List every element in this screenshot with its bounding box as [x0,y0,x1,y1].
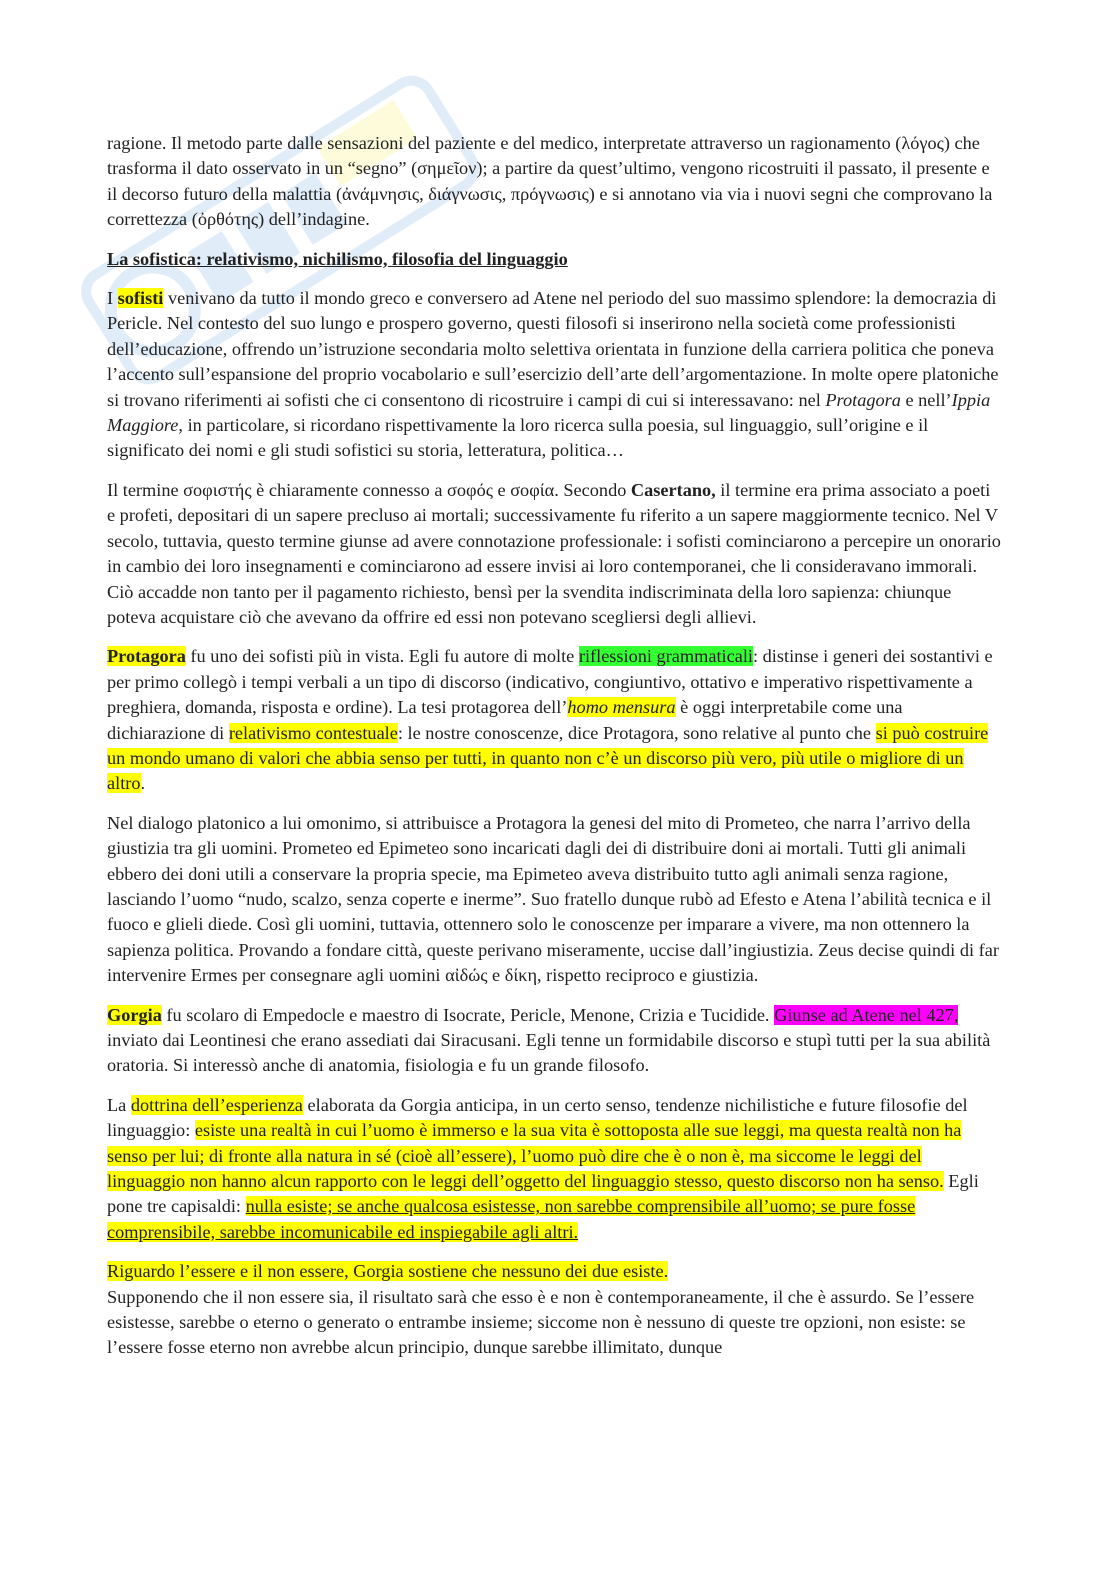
document-page [107,131,1002,1375]
bold-casertano: Casertano, [630,479,716,500]
paragraph-doctrine-experience: La dottrina dell’esperienza elaborata da Gorgia anticipa, in un certo senso, tendenze nichilistiche e future filosofie del linguaggio: esiste una realtà in cui l’uomo è immerso e la sua vita è sottoposta alle sue leggi, ma questa realtà non ha senso per lui; di fronte alla natura in sé (cioè all’essere), l’uomo può dire che è o non è, ma siccome le leggi del linguaggio non hanno alcun rapporto con le leggi dell’oggetto del linguaggio stesso, questo discorso non ha senso. Egli pone tre capisaldi: nulla esiste; se anche qualcosa esistesse, non sarebbe comprensibile all’uomo; se pure fosse comprensibile, sarebbe incomunicabile ed inspiegabile agli altri. [107,1094,979,1242]
section-heading: La sofistica: relativismo, nichilismo, filosofia del linguaggio [107,248,568,269]
paragraph-argument: Supponendo che il non essere sia, il risultato sarà che esso è e non è contemporaneamente, il che è assurdo. Se l’essere esistesse, sarebbe o eterno o generato o entrambe insieme; siccome non è nessuno di queste tre opzioni, non esiste: se l’essere fosse eterno non avrebbe alcun principio, dunque sarebbe illimitato, dunque [107,1286,975,1358]
highlight-capisaldi: nulla esiste; se anche qualcosa esistesse, non sarebbe comprensibile all’uomo; se pure fosse comprensibile, sarebbe incomunicabile ed inspiegabile agli altri. [107,1196,916,1242]
highlight-atene-427: Giunse ad Atene nel 427, [774,1004,959,1025]
highlight-essere-non-essere: Riguardo l’essere e il non essere, Gorgia sostiene che nessuno dei due esiste. [107,1261,669,1282]
highlight-realta: esiste una realtà in cui l’uomo è immerso e la sua vita è sottoposta alle sue leggi, ma questa realtà non ha senso per lui; di fronte alla natura in sé (cioè all’essere), l’uomo può dire che è o non è, ma siccome le leggi del linguaggio non hanno alcun rapporto con le leggi dell’oggetto del linguaggio stesso, questo discorso non ha senso. [107,1120,962,1192]
highlight-sofisti: sofisti [117,288,164,309]
paragraph-protagoras: Protagora fu uno dei sofisti più in vista. Egli fu autore di molte riflessioni grammaticali: distinse i generi dei sostantivi e per primo collegò i tempi verbali a un tipo di discorso (indicativo, congiuntivo, ottativo e imperativo rispettivamente a preghiera, domanda, risposta e ordine). La tesi protagorea dell’homo mensura è oggi interpretabile come una dichiarazione di relativismo contestuale: le nostre conoscenze, dice Protagora, sono relative al punto che si può costruire un mondo umano di valori che abbia senso per tutti, in quanto non c’è un discorso più vero, più utile o migliore di un altro. [107,646,993,794]
paragraph-medicine-method: ragione. Il metodo parte dalle sensazioni del paziente e del medico, interpretate attraverso un ragionamento (λόγος) che trasforma il dato osservato in un “segno” (σημεῖον); a partire da quest’ultimo, vengono ricostruiti il passato, il presente e il decorso futuro della malattia (ἀνάμνησις, διάγνωσις, πρόγνωσις) e si annotano via via i nuovi segni che comprovano la correttezza (ὀρθότης) dell’indagine. [107,133,993,230]
highlight-mondo-umano: si può costruire un mondo umano di valori che abbia senso per tutti, in quanto non c’è un discorso più vero, più utile o migliore di un altro [107,722,989,794]
paragraph-term-sophist: Il termine σοφιστής è chiaramente connesso a σοφός e σοφία. Secondo Casertano, il termine era prima associato a poeti e profeti, depositari di un sapere precluso ai mortali; successivamente fu riferito a un sapere maggiormente tecnico. Nel V secolo, tuttavia, questo termine giunse ad avere connotazione professionale: i sofisti cominciarono a percepire un onorario in cambio dei loro insegnamenti e cominciarono ad essere invisi ai loro contemporanei, che li consideravano immorali. Ciò accadde non tanto per il pagamento richiesto, bensì per la svendita indiscriminata della loro sapienza: chiunque poteva acquistare ciò che avevano da offrire ed essi non potevano scegliersi degli allievi. [107,479,1001,627]
paragraph-gorgias: Gorgia fu scolaro di Empedocle e maestro di Isocrate, Pericle, Menone, Crizia e Tucidide. Giunse ad Atene nel 427, inviato dai Leontinesi che erano assediati dai Siracusani. Egli tenne un formidabile discorso e stupì tutti per la sua abilità oratoria. Si interessò anche di anatomia, fisiologia e fu un grande filosofo. [107,1004,991,1076]
highlight-dottrina: dottrina dell’esperienza [130,1094,303,1115]
highlight-protagora: Protagora [107,646,186,667]
paragraph-prometheus-myth: Nel dialogo platonico a lui omonimo, si attribuisce a Protagora la genesi del mito di Prometeo, che narra l’arrivo della giustizia tra gli uomini. Prometeo ed Epimeteo sono incaricati dagli dei di distribuire doni ai mortali. Tutti gli animali ebbero dei doni utili a conservare la propria specie, ma Epimeteo aveva distribuito tutto agli animali senza ragione, lasciando l’uomo “nudo, scalzo, senza coperte e inerme”. Suo fratello dunque rubò ad Efesto e Atena l’abilità tecnica e il fuoco e glieli diede. Così gli uomini, tuttavia, ottennero solo le conoscenze per imparare a vivere, ma non ottennero la sapienza politica. Provando a fondare città, queste perivano miseramente, uccise dall’ingiustizia. Zeus decise quindi di far intervenire Ermes per consegnare agli uomini αἰδώς e δίκη, rispetto reciproco e giustizia. [107,812,999,986]
highlight-homo-mensura: homo mensura [567,697,676,718]
title-ippia-maggiore: Ippia Maggiore [107,389,991,436]
paragraph-being-nonbeing [107,1259,1002,1284]
highlight-riflessioni-grammaticali: riflessioni grammaticali [578,646,753,667]
paragraph-sophists: I sofisti venivano da tutto il mondo greco e conversero ad Atene nel periodo del suo massimo splendore: la democrazia di Pericle. Nel contesto del suo lungo e prospero governo, questi filosofi si inserirono nella società come professionisti dell’educazione, offrendo un’istruzione secondaria molto selettiva orientata in funzione della carriera politica che poneva l’accento sull’espansione del proprio vocabolario e sull’esercizio dell’arte dell’argomentazione. In molte opere platoniche si trovano riferimenti ai sofisti che ci consentono di ricostruire i campi di cui si interessavano: nel Protagora e nell’Ippia Maggiore, in particolare, si ricordano rispettivamente la loro ricerca sulla poesia, sul linguaggio, sull’origine e il significato dei nomi e gli studi sofistici su storia, letteratura, politica… [107,288,999,461]
highlight-relativismo: relativismo contestuale [228,722,398,743]
title-protagora: Protagora [825,389,901,410]
highlight-gorgia: Gorgia [107,1004,162,1025]
